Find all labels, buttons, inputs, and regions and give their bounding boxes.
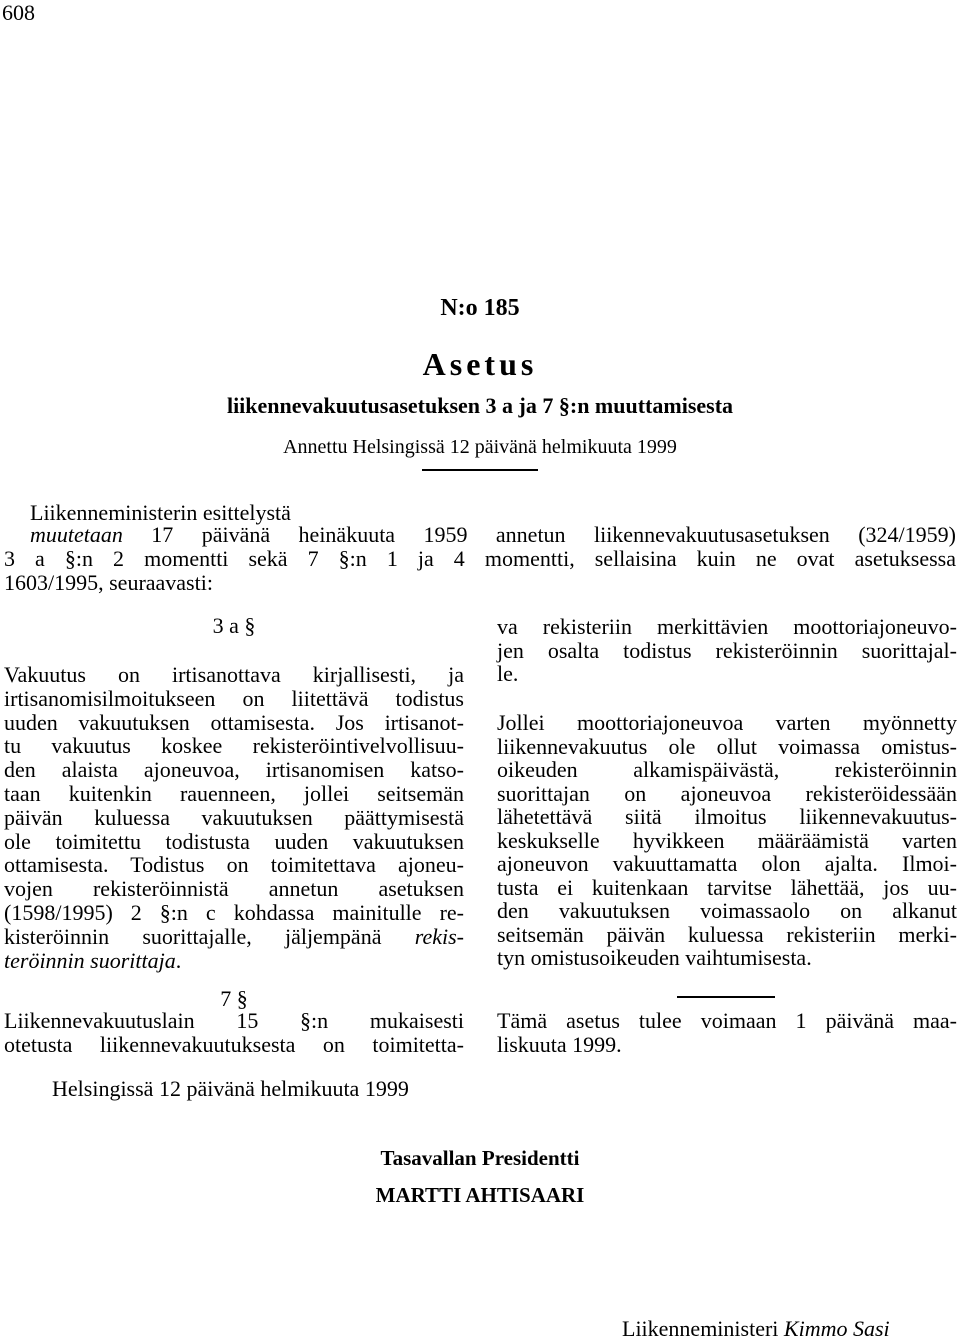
section-3a-line-7: päivän kuluessa vakuutuksen päättymisestä [4, 804, 464, 830]
header-rule [422, 469, 538, 471]
issued-line: Annettu Helsingissä 12 päivänä helmikuuta 1999 [283, 436, 677, 458]
section-3a-line-4: tu vakuutus koskee rekisteröintivelvollisuu- [4, 733, 464, 759]
right-b-line-1: Jollei moottoriajoneuvoa varten myönnetty [497, 710, 957, 735]
intro-line-2-rest: 17 päivänä heinäkuuta 1959 annetun liikennevakuutusasetuksen (324/1959) [122, 522, 956, 547]
minister-title: Liikenneministeri [622, 1316, 784, 1341]
president-title: Tasavallan Presidentti [380, 1146, 580, 1170]
section-7-line-1: Liikennevakuutuslain 15 §:n mukaisesti [4, 1008, 464, 1033]
right-b-line-8: tusta ei kuitenkaan tarvitse lähettää, jos uu- [497, 874, 957, 900]
right-b-line-3: oikeuden alkamispäivästä, rekisteröinnin [497, 757, 957, 782]
right-b-line-7: ajoneuvon vakuuttamatta olon ajalta. Ilmoi- [497, 851, 957, 876]
intro-verb: muutetaan [30, 522, 123, 547]
section-3a-heading: 3 a § [212, 613, 256, 638]
section-3a-line-11: (1598/1995) 2 §:n c kohdassa mainitulle re- [4, 900, 464, 925]
section-3a-line-6: taan kuitenkin rauenneen, jollei seitsemän [4, 781, 464, 806]
omission-dashes-3 [497, 972, 957, 974]
section-3a-defined-term-2: teröinnin suorittaja [4, 947, 176, 973]
section-3a-line-13 [4, 947, 182, 973]
right-b-line-11: tyn omistusoikeuden vaihtumisesta. [497, 945, 812, 970]
right-b-line-5: lähetettävä siitä ilmoitus liikennevakuutus- [497, 804, 957, 829]
section-3a-line-9: ottamisesta. Todistus on toimitettava ajoneu- [4, 852, 464, 878]
section-3a-line-3: uuden vakuutuksen ottamisesta. Jos irtisanot- [4, 709, 464, 735]
effective-rule [677, 996, 775, 998]
intro-line-4: 1603/1995, seuraavasti: [4, 570, 213, 595]
section-3a-defined-term-1: rekis- [414, 923, 464, 949]
right-c-line-2: liskuuta 1999. [497, 1032, 622, 1057]
signature-place: Helsingissä 12 päivänä helmikuuta 1999 [52, 1076, 409, 1101]
section-3a-period: . [175, 947, 182, 973]
section-3a-line-5: den alaista ajoneuvoa, irtisanomisen katso- [4, 757, 464, 783]
omission-dashes-1 [4, 640, 472, 642]
doc-type: Asetus [422, 346, 538, 382]
right-a-line-3: le. [497, 661, 519, 686]
section-3a-line-2: irtisanomisilmoitukseen on liitettävä todistus [4, 685, 464, 711]
intro-line-1: Liikenneministerin esittelystä [30, 500, 291, 525]
section-3a-line-8: ole toimitettu todistusta uuden vakuutuksen [4, 828, 464, 854]
section-3a-line-10: vojen rekisteröinnistä annetun asetuksen [4, 876, 464, 902]
omission-dashes-2 [497, 692, 957, 694]
minister-signature [622, 1318, 890, 1340]
section-3a-line-1: Vakuutus on irtisanottava kirjallisesti, ja [4, 662, 464, 687]
section-3a-line-12 [4, 923, 464, 949]
section-3a-text: kisteröinnin suorittajalle, jäljempänä [4, 923, 415, 949]
right-b-line-9: den vakuutuksen voimassaolo on alkanut [497, 898, 957, 923]
right-a-line-2: jen osalta todistus rekisteröinnin suorittajal- [497, 637, 957, 663]
intro-line-2 [30, 524, 956, 546]
right-b-line-10: seitsemän päivän kuluessa rekisteriin merki- [497, 921, 957, 947]
right-b-line-4: suorittajan on ajoneuvoa rekisteröidessään [497, 780, 957, 806]
right-b-line-6: keskukselle hyvikkeen määräämistä varten [497, 827, 957, 853]
right-c-line-1: Tämä asetus tulee voimaan 1 päivänä maa- [497, 1008, 957, 1033]
right-a-line-1: va rekisteriin merkittävien moottoriajoneuvo- [497, 614, 957, 639]
intro-line-3: 3 a §:n 2 momentti sekä 7 §:n 1 ja 4 momentti, sellaisina kuin ne ovat asetuksessa [4, 546, 956, 571]
section-7-heading: 7 § [220, 986, 248, 1011]
right-b-line-2: liikennevakuutus ole ollut voimassa omistus- [497, 733, 957, 759]
section-7-line-2: otetusta liikennevakuutuksesta on toimitetta- [4, 1032, 464, 1057]
statute-number: N:o 185 [440, 295, 520, 321]
minister-name: Kimmo Sasi [783, 1316, 890, 1341]
doc-title: liikennevakuutusasetuksen 3 a ja 7 §:n muuttamisesta [226, 393, 734, 418]
president-name: MARTTI AHTISAARI [375, 1183, 585, 1207]
page-number: 608 [2, 0, 35, 25]
